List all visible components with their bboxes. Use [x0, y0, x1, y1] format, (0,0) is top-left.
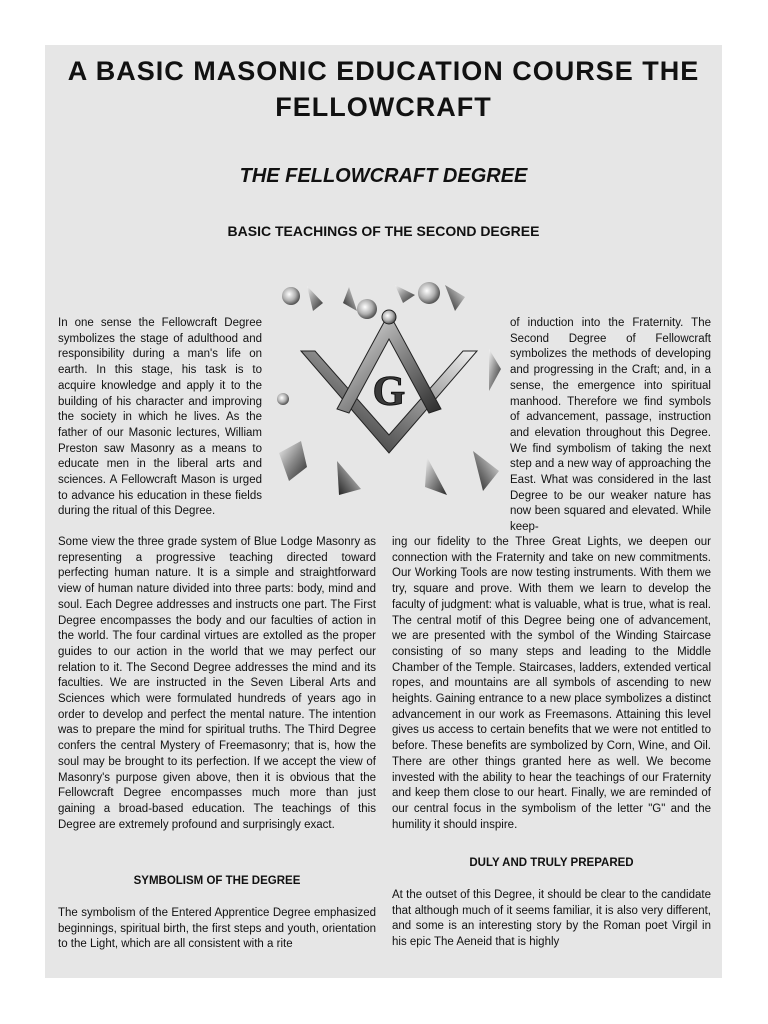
letter-g: G	[372, 369, 406, 415]
symbolism-paragraph: The symbolism of the Entered Apprentice Degree emphasized beginnings, spiritual birth, the first steps and youth, orientation to the Light, which are all consistent with a rite	[58, 907, 376, 951]
document-title: A BASIC MASONIC EDUCATION COURSE THE FELLOWCRAFT	[67, 56, 700, 122]
right-main-paragraph: ing our fidelity to the Three Great Lights, we deepen our connection with the Fraternity and take on new commitments. Our Working Tools are now testing instruments. With them we try, square and prove. With them we learn to develop the faculty of judgment: what is valuable, what is true, what is real. The central motif of this Degree being one of advancement, we are presented with the symbol of the Winding Staircase consisting of so many steps and leading to the Middle Chamber of the Temple. Staircases, ladders, extended vertical ropes, and mountains are all symbols of ascending to new heights. Gaining entrance to a new place symbolizes a distinct advancement in our work as Freemasons. Attaining this level gives us access to certain benefits that we were not entitled to before. These benefits are symbolized by Corn, Wine, and Oil. There are other things granted here as well. We become invested with the ability to hear the teachings of our Fraternity and keep them close to our heart. Finally, we are reminded of our central focus in the symbolism of the letter "G" and the humility it should inspire.	[392, 536, 711, 831]
square-and-compasses-icon	[277, 281, 502, 501]
left-intro-column	[58, 316, 262, 520]
duly-prepared-heading: DULY AND TRULY PREPARED	[469, 857, 634, 869]
left-intro-paragraph: In one sense the Fellowcraft Degree symbolizes the stage of adulthood and responsibility during a man's life on earth. In this stage, his task is to acquire knowledge and apply it to the building of his character and improving the society in which he lives. As the father of our Masonic lectures, William Preston saw Masonry as a means to educate men in the liberal arts and sciences. A Fellowcraft Mason is urged to advance his education in these fields during the ritual of this Degree.	[58, 317, 262, 518]
degree-subtitle: THE FELLOWCRAFT DEGREE	[239, 165, 528, 187]
document-page	[45, 45, 722, 978]
duly-prepared-section	[392, 888, 711, 951]
right-main-column	[392, 535, 711, 833]
teachings-heading: BASIC TEACHINGS OF THE SECOND DEGREE	[227, 223, 540, 239]
duly-prepared-paragraph: At the outset of this Degree, it should be clear to the candidate that although much of it seems familiar, it is also very different, and some is an interesting story by the Roman poet Virgil in his epic The Aeneid that is highly	[392, 889, 711, 949]
left-main-paragraph: Some view the three grade system of Blue Lodge Masonry as representing a progressive teaching directed toward perfecting human nature. It is a simple and straightforward view of human nature divided into three parts: body, mind and soul. Each Degree addresses and instructs one part. The First Degree encompasses the body and our faculties of action in the world. The four cardinal virtues are extolled as the proper guides to our action in the world that we may perfect our relation to it. The Second Degree addresses the mind and its faculties. We are instructed in the Seven Liberal Arts and Sciences which were formulated hundreds of years ago in order to develop and perfect the mental nature. The intention was to prepare the mind for spiritual truths. The Third Degree confers the central Mystery of Freemasonry; that is, how the soul may be brought to its perfection. If we accept the view of Masonry's purpose given above, then it is obvious that the Fellowcraft Degree encompasses much more than just gaining a broad-based education. The teachings of this Degree are extremely profound and surprisingly exact.	[58, 536, 376, 831]
symbolism-section	[58, 906, 376, 953]
right-intro-paragraph: of induction into the Fraternity. The Second Degree of Fellowcraft symbolizes the methods of developing and progressing in the Craft; and, in a sense, the emergence into spiritual manhood. Therefore we find symbols of advancement, passage, instruction and elevation throughout this Degree. We find symbolism of taking the next step and a new way of approaching the East. What was considered in the last Degree to be our weaker nature has now been squared and elevated. While keep-	[510, 317, 711, 534]
symbolism-heading: SYMBOLISM OF THE DEGREE	[133, 875, 301, 887]
left-main-column	[58, 535, 376, 833]
right-intro-column	[510, 316, 711, 536]
